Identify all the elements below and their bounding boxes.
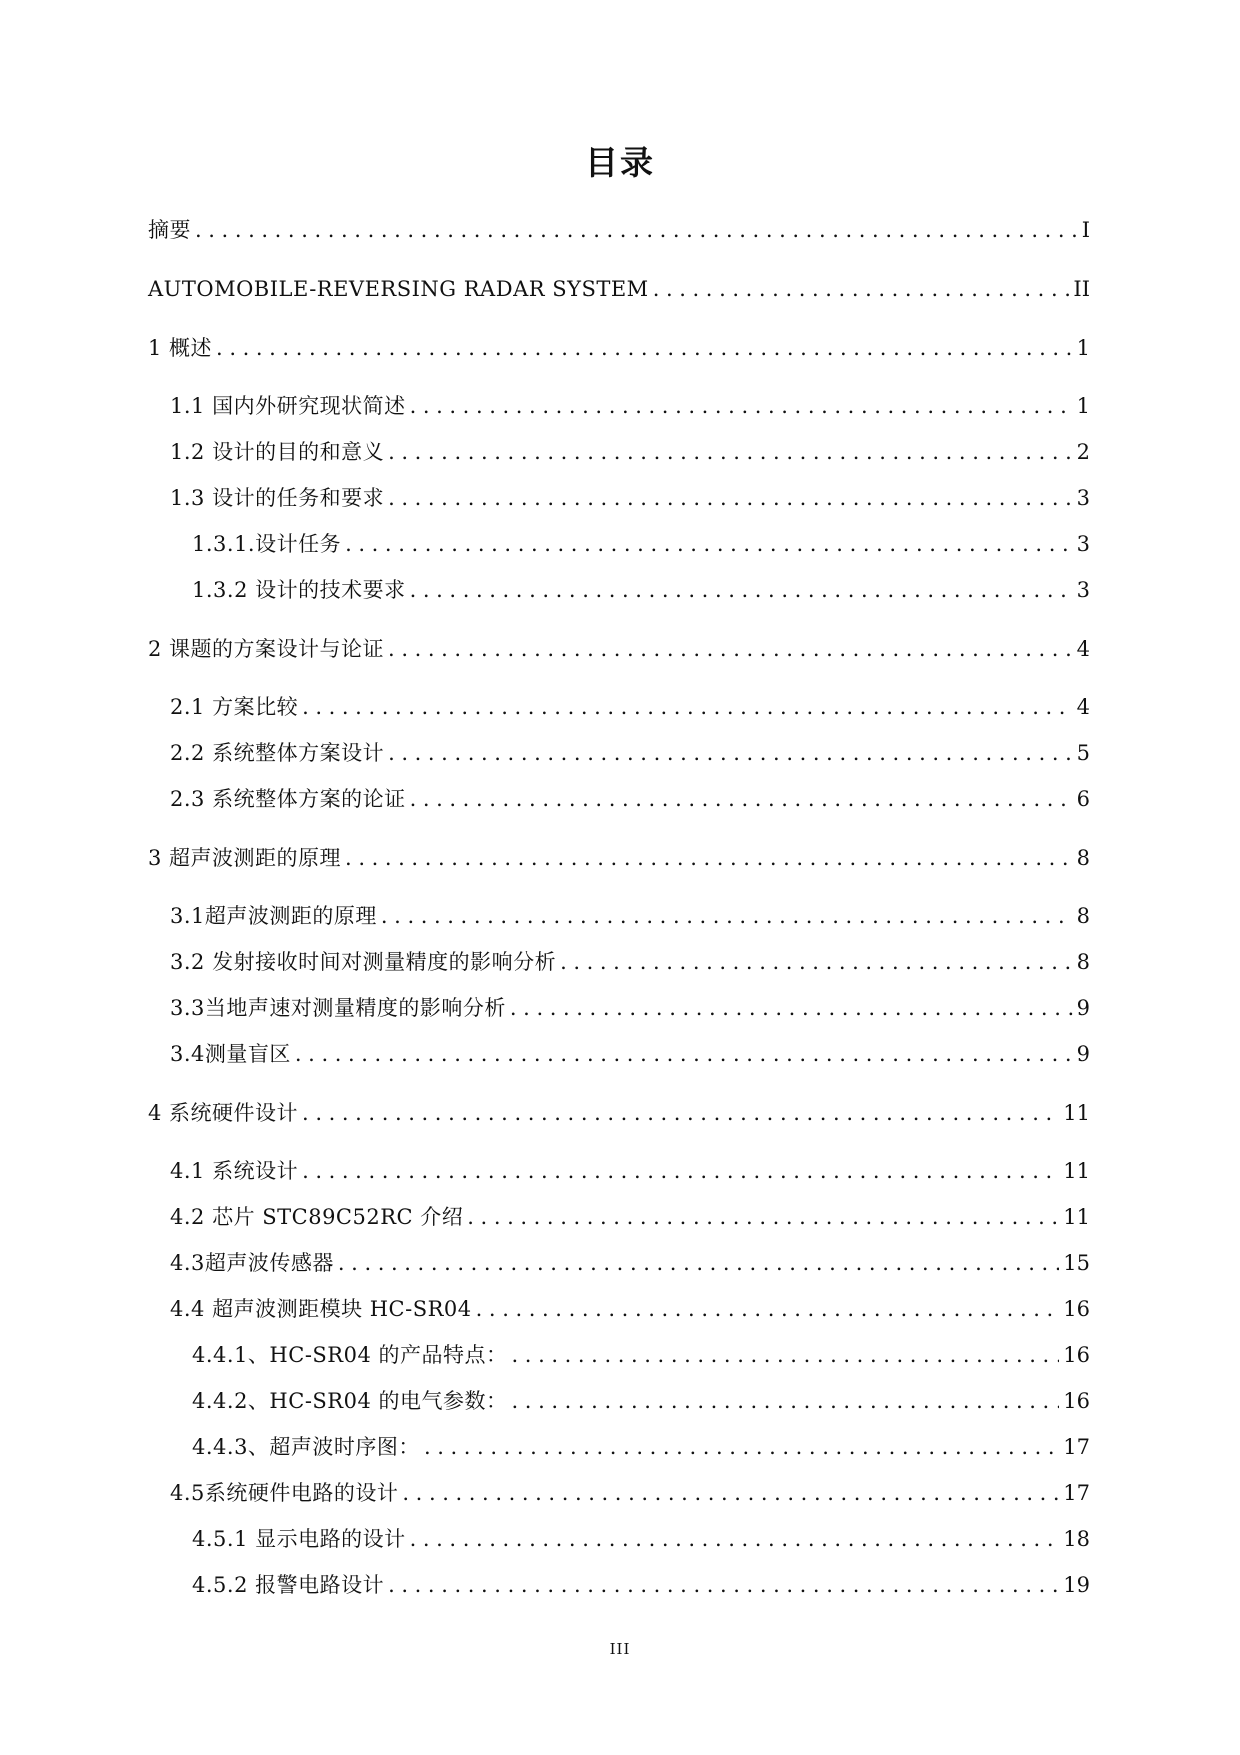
toc-entry-page: 18: [1063, 1527, 1090, 1551]
dot-leader: [302, 692, 1073, 722]
toc-entry-page: 8: [1076, 950, 1090, 974]
dot-leader: [345, 843, 1073, 873]
toc-entry[interactable]: [148, 1039, 1090, 1069]
toc-entry-label: 3.2 发射接收时间对测量精度的影响分析: [170, 950, 557, 974]
toc-entry-label: 1 概述: [148, 336, 213, 360]
dot-leader: [295, 1039, 1073, 1069]
dot-leader: [388, 483, 1073, 513]
toc-entry-page: 4: [1076, 637, 1090, 661]
dot-leader: [216, 333, 1073, 363]
toc-entry-label: 4.5.2 报警电路设计: [192, 1573, 385, 1597]
toc-list: [148, 0, 1090, 1755]
toc-entry-label: 3.1超声波测距的原理: [170, 904, 377, 928]
toc-entry[interactable]: [148, 1156, 1090, 1186]
toc-entry[interactable]: [148, 738, 1090, 768]
toc-entry-label: 4.1 系统设计: [170, 1159, 299, 1183]
toc-entry-page: 3: [1076, 486, 1090, 510]
toc-entry[interactable]: [148, 901, 1090, 931]
dot-leader: [410, 784, 1073, 814]
toc-entry[interactable]: [148, 993, 1090, 1023]
toc-entry-label: 2.3 系统整体方案的论证: [170, 787, 406, 811]
toc-entry-page: 8: [1076, 904, 1090, 928]
toc-entry[interactable]: [148, 1478, 1090, 1508]
dot-leader: [338, 1248, 1059, 1278]
toc-entry[interactable]: [148, 692, 1090, 722]
toc-entry-label: 3.4测量盲区: [170, 1042, 291, 1066]
toc-entry-page: 11: [1063, 1205, 1090, 1229]
toc-entry-label: 2.1 方案比较: [170, 695, 299, 719]
dot-leader: [510, 993, 1073, 1023]
toc-entry[interactable]: [148, 784, 1090, 814]
toc-entry-label: 1.1 国内外研究现状简述: [170, 394, 406, 418]
toc-entry[interactable]: [148, 437, 1090, 467]
toc-entry-label: 4.3超声波传感器: [170, 1251, 334, 1275]
dot-leader: [345, 529, 1073, 559]
toc-entry-label: 4.4 超声波测距模块 HC-SR04: [170, 1297, 472, 1321]
dot-leader: [388, 437, 1073, 467]
toc-entry-label: 3.3当地声速对测量精度的影响分析: [170, 996, 506, 1020]
toc-entry[interactable]: [148, 634, 1090, 664]
dot-leader: [410, 1524, 1060, 1554]
dot-leader: [195, 215, 1078, 245]
dot-leader: [476, 1294, 1060, 1324]
dot-leader: [388, 738, 1073, 768]
toc-entry-page: 3: [1076, 532, 1090, 556]
toc-entry-page: 6: [1076, 787, 1090, 811]
toc-entry[interactable]: [148, 1524, 1090, 1554]
toc-entry-label: 1.3.2 设计的技术要求: [192, 578, 406, 602]
page-number: III: [609, 1640, 631, 1658]
toc-entry-page: 11: [1063, 1101, 1090, 1125]
toc-entry-page: I: [1081, 218, 1090, 242]
toc-entry[interactable]: [148, 529, 1090, 559]
toc-entry-page: 16: [1063, 1389, 1090, 1413]
dot-leader: [388, 1570, 1059, 1600]
toc-entry-page: 11: [1063, 1159, 1090, 1183]
toc-entry-page: 17: [1063, 1435, 1090, 1459]
toc-entry-label: 摘要: [148, 218, 191, 242]
toc-entry-label: 4 系统硬件设计: [148, 1101, 299, 1125]
toc-entry[interactable]: [148, 215, 1090, 245]
toc-entry[interactable]: [148, 1570, 1090, 1600]
toc-entry-label: 4.5.1 显示电路的设计: [192, 1527, 406, 1551]
dot-leader: [302, 1156, 1059, 1186]
toc-entry[interactable]: [148, 1386, 1090, 1416]
toc-entry-label: 1.3 设计的任务和要求: [170, 486, 385, 510]
toc-entry[interactable]: [148, 1098, 1090, 1128]
dot-leader: [410, 575, 1073, 605]
toc-entry-label: 4.2 芯片 STC89C52RC 介绍: [170, 1205, 464, 1229]
dot-leader: [402, 1478, 1059, 1508]
toc-entry[interactable]: [148, 333, 1090, 363]
dot-leader: [302, 1098, 1059, 1128]
toc-entry[interactable]: [148, 483, 1090, 513]
toc-entry-page: 2: [1076, 440, 1090, 464]
toc-entry-label: 4.4.3、超声波时序图：: [192, 1435, 420, 1459]
dot-leader: [388, 634, 1073, 664]
toc-entry-label: 2.2 系统整体方案设计: [170, 741, 385, 765]
toc-entry-label: AUTOMOBILE-REVERSING RADAR SYSTEM: [148, 277, 649, 301]
toc-entry[interactable]: [148, 1248, 1090, 1278]
toc-entry-page: 19: [1063, 1573, 1090, 1597]
dot-leader: [560, 947, 1073, 977]
toc-entry[interactable]: [148, 575, 1090, 605]
toc-entry-label: 4.5系统硬件电路的设计: [170, 1481, 399, 1505]
toc-entry-page: 5: [1076, 741, 1090, 765]
toc-entry-label: 2 课题的方案设计与论证: [148, 637, 385, 661]
toc-entry-page: 4: [1076, 695, 1090, 719]
dot-leader: [512, 1340, 1060, 1370]
dot-leader: [467, 1202, 1059, 1232]
toc-entry-label: 3 超声波测距的原理: [148, 846, 342, 870]
toc-entry-label: 1.2 设计的目的和意义: [170, 440, 385, 464]
toc-entry-page: 9: [1076, 1042, 1090, 1066]
toc-entry-page: 17: [1063, 1481, 1090, 1505]
toc-entry-page: II: [1073, 277, 1090, 301]
dot-leader: [512, 1386, 1060, 1416]
toc-entry[interactable]: [148, 1294, 1090, 1324]
page-title: 目录: [585, 143, 655, 182]
dot-leader: [424, 1432, 1059, 1462]
dot-leader: [381, 901, 1073, 931]
dot-leader: [653, 274, 1070, 304]
toc-entry-page: 16: [1063, 1343, 1090, 1367]
toc-entry[interactable]: [148, 947, 1090, 977]
toc-entry-page: 3: [1076, 578, 1090, 602]
toc-entry-page: 15: [1063, 1251, 1090, 1275]
toc-entry[interactable]: [148, 1432, 1090, 1462]
toc-entry-page: 1: [1076, 336, 1090, 360]
toc-entry-page: 16: [1063, 1297, 1090, 1321]
toc-entry-page: 9: [1076, 996, 1090, 1020]
toc-entry[interactable]: [148, 1340, 1090, 1370]
toc-entry[interactable]: [148, 843, 1090, 873]
toc-entry-page: 8: [1076, 846, 1090, 870]
toc-entry-label: 1.3.1.设计任务: [192, 532, 342, 556]
toc-entry-page: 1: [1076, 394, 1090, 418]
toc-entry-label: 4.4.2、HC-SR04 的电气参数：: [192, 1389, 508, 1413]
toc-entry[interactable]: [148, 391, 1090, 421]
toc-entry[interactable]: [148, 1202, 1090, 1232]
dot-leader: [410, 391, 1073, 421]
toc-entry-label: 4.4.1、HC-SR04 的产品特点：: [192, 1343, 508, 1367]
toc-entry[interactable]: [148, 274, 1090, 304]
